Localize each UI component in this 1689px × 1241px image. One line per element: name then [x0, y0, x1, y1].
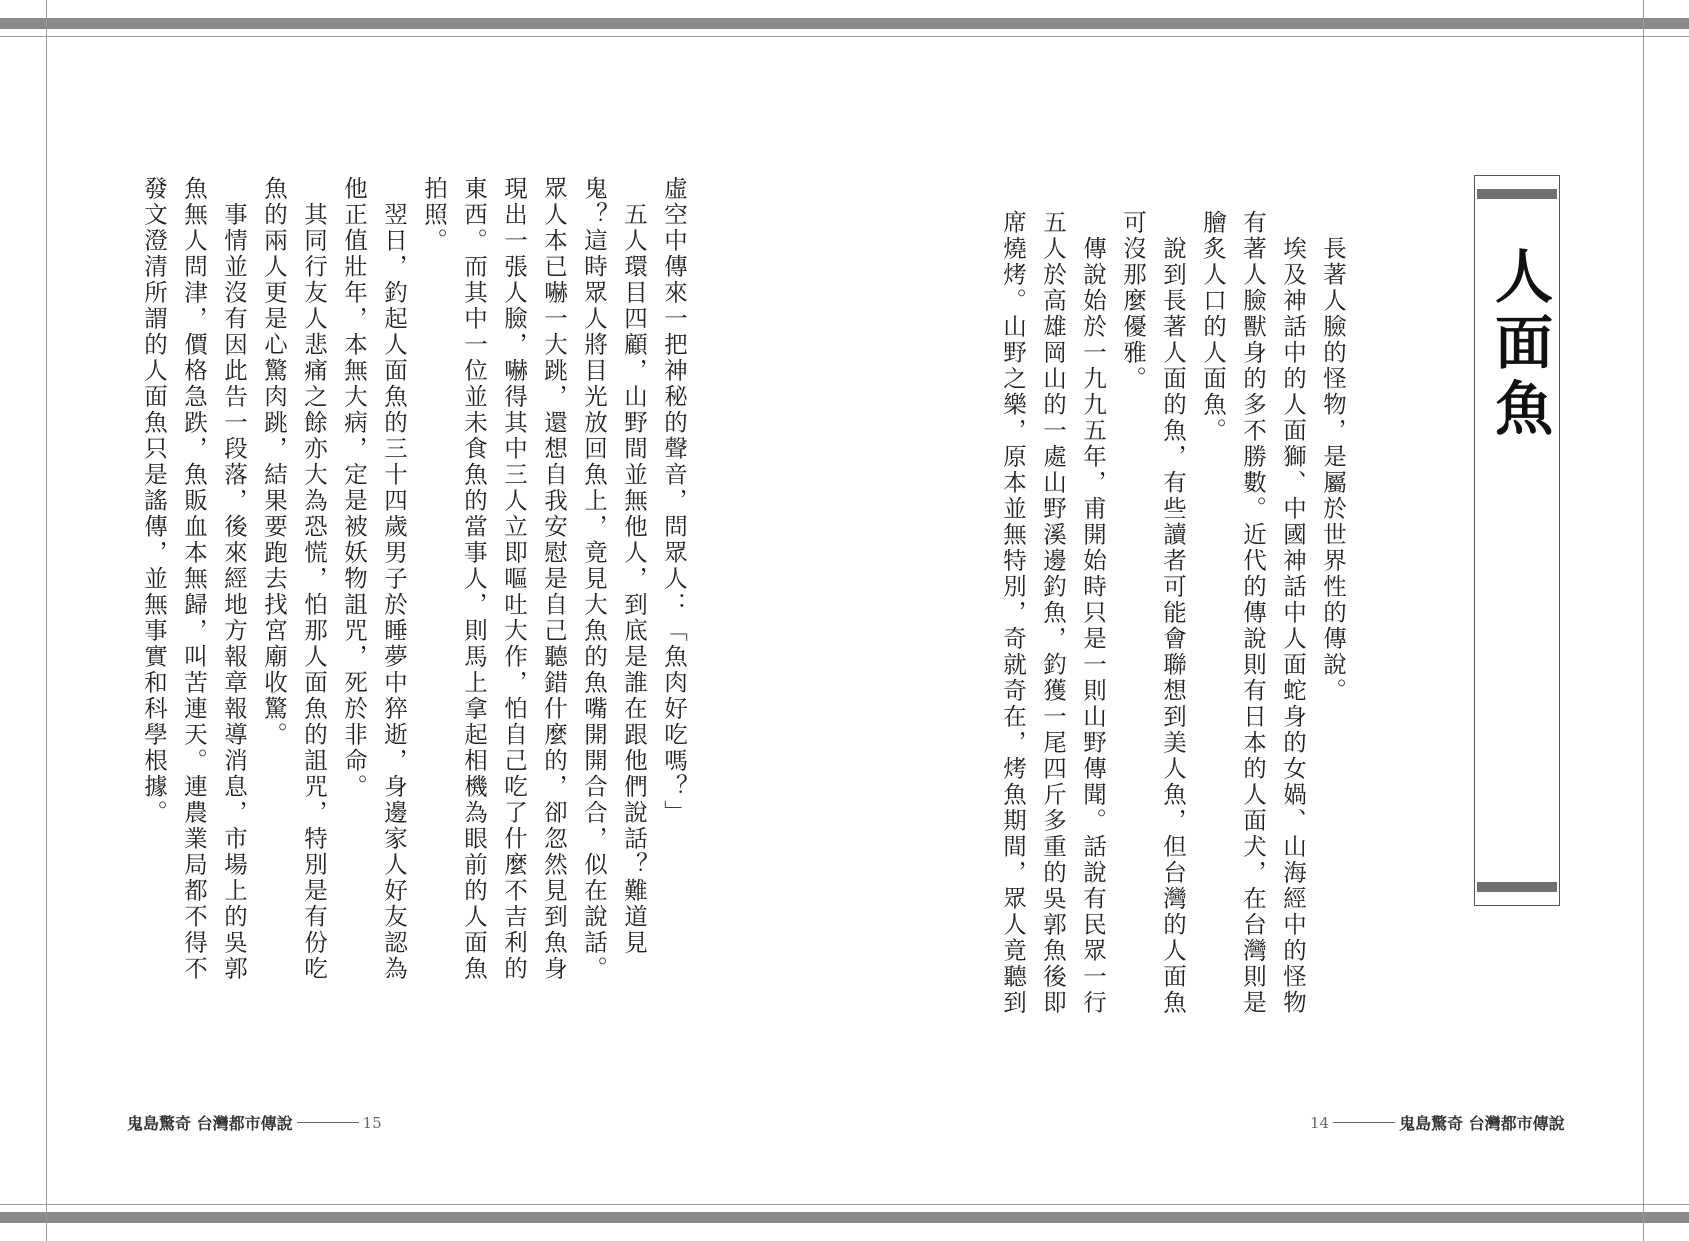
text-line: 鬼？這時眾人將目光放回魚上，竟見大魚的魚嘴開開合合，似在說話。 — [580, 176, 608, 982]
text-line: 發文澄清所謂的人面魚只是謠傳，並無事實和科學根據。 — [140, 176, 168, 826]
footer-book-title: 鬼島驚奇 台灣都市傳說 — [1399, 1114, 1565, 1133]
page-number: 14 — [1310, 1113, 1330, 1132]
title-box-bottom-bar — [1477, 882, 1557, 892]
left-page-body-text — [134, 176, 694, 982]
chapter-title: 人面魚 — [1485, 246, 1553, 444]
text-line: 可沒那麼優雅。 — [1119, 210, 1147, 392]
page-number: 15 — [362, 1113, 382, 1132]
text-line: 翌日，釣起人面魚的三十四歲男子於睡夢中猝逝，身邊家人好友認為 — [380, 176, 408, 982]
footer-book-title: 鬼島驚奇 台灣都市傳說 — [127, 1114, 293, 1133]
text-line: 傳說始於一九九五年，甫開始時只是一則山野傳聞。話說有民眾一行 — [1079, 210, 1107, 1016]
text-line: 席燒烤。山野之樂，原本並無特別，奇就奇在，烤魚期間，眾人竟聽到 — [999, 210, 1027, 1016]
text-line: 東西。而其中一位並未食魚的當事人，則馬上拿起相機為眼前的人面魚 — [460, 176, 488, 982]
chapter-title-box — [1474, 175, 1560, 906]
text-line: 埃及神話中的人面獅、中國神話中人面蛇身的女媧、山海經中的怪物 — [1279, 210, 1307, 1016]
footer-rule — [1333, 1122, 1395, 1123]
text-line: 五人環目四顧，山野間並無他人，到底是誰在跟他們說話？難道見 — [620, 176, 648, 956]
text-line: 拍照。 — [420, 176, 448, 254]
bottom-border-bar — [0, 1212, 1689, 1223]
text-line: 他正值壯年，本無大病，定是被妖物詛咒，死於非命。 — [340, 176, 368, 800]
top-border-bar — [0, 18, 1689, 29]
right-margin-line — [1643, 0, 1644, 1241]
text-line: 眾人本已嚇一大跳，還想自我安慰是自己聽錯什麼的，卻忽然見到魚身 — [540, 176, 568, 982]
footer-rule — [297, 1122, 359, 1123]
bottom-border-line — [0, 1204, 1689, 1205]
text-line: 說到長著人面的魚，有些讀者可能會聯想到美人魚，但台灣的人面魚 — [1159, 210, 1187, 1016]
left-margin-line — [46, 0, 47, 1241]
text-line: 五人於高雄岡山的一處山野溪邊釣魚，釣獲一尾四斤多重的吳郭魚後即 — [1039, 210, 1067, 1016]
text-line: 虛空中傳來一把神秘的聲音，問眾人：「魚肉好吃嗎？」 — [660, 176, 688, 826]
right-page-footer — [1310, 1111, 1565, 1134]
top-border-line — [0, 36, 1689, 37]
text-line: 魚的兩人更是心驚肉跳，結果要跑去找宮廟收驚。 — [260, 176, 288, 748]
text-line: 長著人臉的怪物，是屬於世界性的傳說。 — [1319, 210, 1347, 704]
text-line: 事情並沒有因此告一段落，後來經地方報章報導消息，市場上的吳郭 — [220, 176, 248, 982]
text-line: 魚無人問津，價格急跌，魚販血本無歸，叫苦連天。連農業局都不得不 — [180, 176, 208, 982]
title-box-top-bar — [1477, 189, 1557, 199]
right-page-body-text — [993, 210, 1353, 1016]
text-line: 有著人臉獸身的多不勝數。近代的傳說則有日本的人面犬，在台灣則是 — [1239, 210, 1267, 1016]
text-line: 現出一張人臉，嚇得其中三人立即嘔吐大作，怕自己吃了什麼不吉利的 — [500, 176, 528, 982]
left-page-footer — [127, 1111, 382, 1134]
text-line: 膾炙人口的人面魚。 — [1199, 210, 1227, 444]
text-line: 其同行友人悲痛之餘亦大為恐慌，怕那人面魚的詛咒，特別是有份吃 — [300, 176, 328, 982]
